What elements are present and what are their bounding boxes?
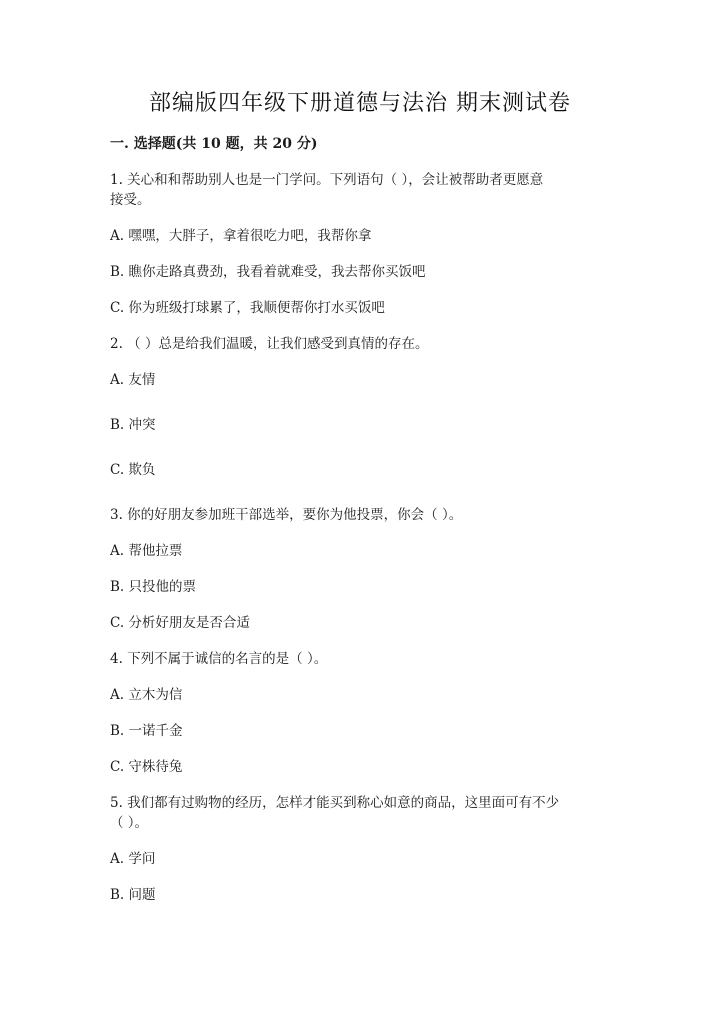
option-a[interactable]: A. 帮他拉票 [110,543,183,559]
question-stem: 2. （ ）总是给我们温暖，让我们感受到真情的存在。 [110,336,429,352]
option-b[interactable]: B. 一诺千金 [110,723,183,739]
option-b[interactable]: B. 问题 [110,887,156,903]
question-stem [110,793,610,833]
question-stem [110,170,610,210]
question-stem-line: 5. 我们都有过购物的经历，怎样才能买到称心如意的商品，这里面可有不少 [110,795,560,811]
option-a[interactable]: A. 学问 [110,851,156,867]
option-b[interactable]: B. 只投他的票 [110,579,197,595]
question-1 [110,170,610,318]
option-c[interactable]: C. 你为班级打球累了，我顺便帮你打水买饭吧 [110,300,385,316]
option-a[interactable]: A. 友情 [110,372,156,388]
question-5 [110,793,610,905]
question-list [110,170,610,921]
question-stem: 4. 下列不属于诚信的名言的是（ ）。 [110,651,328,667]
option-a[interactable]: A. 嘿嘿，大胖子，拿着很吃力吧，我帮你拿 [110,228,372,244]
page-title: 部编版四年级下册道德与法治 期末测试卷 [149,91,571,116]
option-c[interactable]: C. 分析好朋友是否合适 [110,615,250,631]
section-heading: 一. 选择题(共 10 题，共 20 分) [110,136,318,152]
question-stem-line: 1. 关心和和帮助别人也是一门学问。下列语句（ ），会让被帮助者更愿意 [110,172,544,188]
question-2 [110,334,610,480]
option-a[interactable]: A. 立木为信 [110,687,183,703]
option-c[interactable]: C. 守株待兔 [110,759,183,775]
question-stem: 3. 你的好朋友参加班干部选举，要你为他投票，你会（ ）。 [110,507,463,523]
option-b[interactable]: B. 瞧你走路真费劲，我看着就难受，我去帮你买饭吧 [110,264,426,280]
option-c[interactable]: C. 欺负 [110,462,156,478]
question-3 [110,505,610,633]
question-stem-line: （ ）。 [110,815,149,831]
option-b[interactable]: B. 冲突 [110,417,156,433]
question-stem-line: 接受。 [110,192,151,208]
question-4 [110,649,610,777]
